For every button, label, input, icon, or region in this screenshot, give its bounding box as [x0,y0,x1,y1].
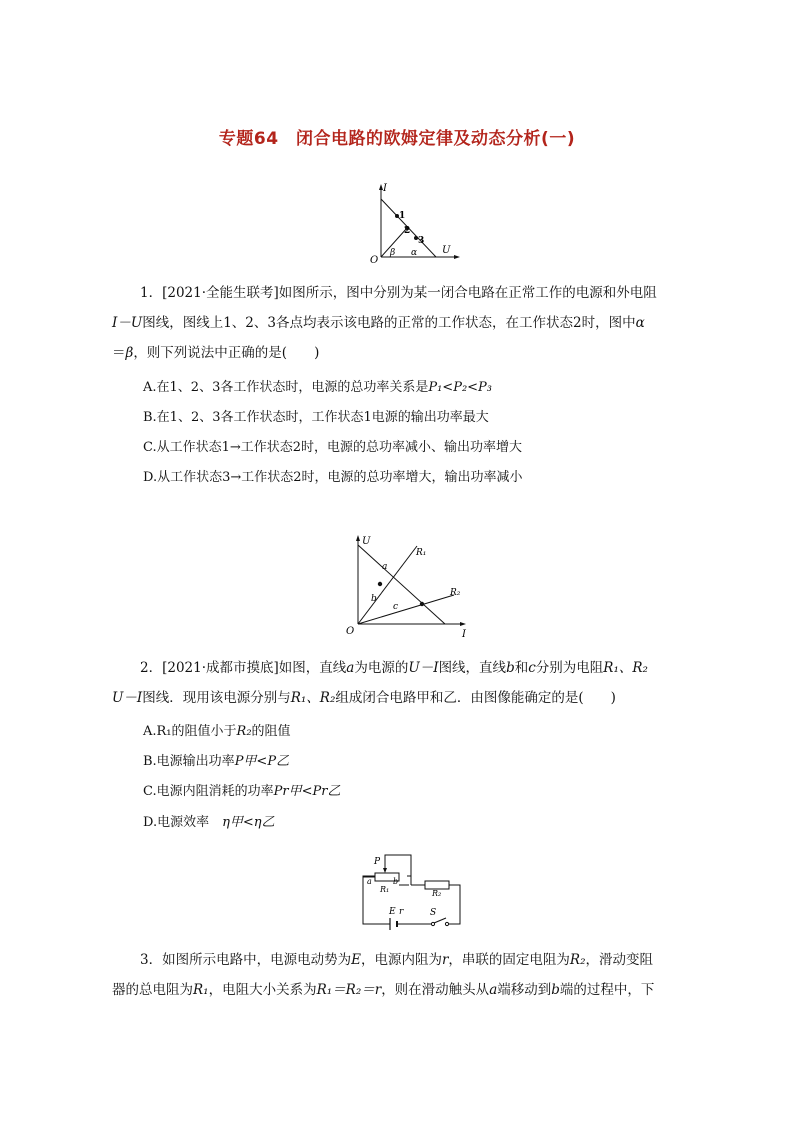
q1-number: 1． [140,285,163,301]
fig2-b-label: b [371,594,377,604]
q3-text-1c: ，串联的固定电阻为 [448,952,570,968]
q2-text-a1: 如图，直线 [278,660,347,676]
question-2-line-2 [112,683,616,713]
q3-text-2d: 端移动到 [497,982,552,998]
q2-option-a-r1: A.R₁ [143,724,172,739]
fig3-r-label: r [399,907,404,917]
q2-text-a5: 分别为电阻 [535,660,604,676]
q3-text-2c: ，则在滑动触头从 [381,982,490,998]
question-3-line-2 [112,975,654,1005]
q1-beta: β [125,345,134,361]
fig1-y-label: I [383,183,387,194]
fig2-y-arrow [356,535,360,541]
fig2-a-label: a [382,562,388,572]
q2-var-b: b [506,660,515,676]
figure-1-iu-graph [364,182,464,264]
q2-ui-1: U－I [408,660,439,676]
fig3-switch-right-contact [445,922,448,925]
fig2-line-a [358,545,445,624]
q3-var-r1: R₁ [193,982,209,998]
q3-text-1a: 3．如图所示电路中，电源电动势为 [140,952,352,968]
fig1-point-2-label: 2 [404,226,411,236]
fig1-point-3-label: 3 [418,236,425,246]
q3-text-2a: 器的总电阻为 [112,982,193,998]
q3-var-r: r [441,952,449,968]
q2-option-c [143,782,340,802]
question-3-line-1 [112,945,653,975]
fig3-resistor-r2 [425,881,449,889]
q3-var-a: a [489,982,498,998]
fig2-x-label: I [462,629,466,640]
q2-option-c-expr: Pr甲<Pr乙 [273,784,341,799]
fig3-p-label: P [374,857,381,867]
q1-text-a: 如图所示，图中分别为某一闭合电路在正常工作的电源和外电阻 [278,285,657,301]
q3-var-r2: R₂ [569,952,586,968]
fig2-r2-label: R₂ [450,588,461,598]
q2-text-a3: 图线，直线 [438,660,507,676]
fig3-switch-blade [434,918,446,923]
q1-text-b: 图线，图线上1、2、3各点均表示该电路的正常的工作状态，在工作状态2时，图中 [142,315,636,331]
q3-text-1b: ，电源内阻为 [360,952,442,968]
q1-option-a-text: A.在1、2、3各工作状态时，电源的总功率关系是 [143,380,429,395]
fig3-slider-arrow [383,868,387,873]
q1-option-d: D.从工作状态3→工作状态2时，电源的总功率增大，输出功率减小 [143,470,523,485]
page-title: 专题64 闭合电路的欧姆定律及动态分析(一) [218,129,576,149]
fig2-intersection-r1 [378,582,382,586]
fig3-b-label: b [393,877,399,886]
fig1-point-1-label: 1 [399,211,406,221]
q2-text-b1: 图线．现用该电源分别与 [142,690,291,706]
fig1-alpha-label: α [411,248,418,258]
fig3-a-label: a [367,877,372,886]
q1-eq: ＝ [112,345,126,361]
q2-option-a-r2: R₂ [236,724,252,739]
q2-option-d [143,813,275,833]
fig3-r1-label: R₁ [380,885,390,894]
fig2-c-label: c [393,602,399,612]
fig2-line-r1 [358,546,417,624]
q2-text-a2: 为电源的 [354,660,409,676]
q2-ui-2: U－I [112,690,143,706]
q3-text-1d: ，滑动变阻 [585,952,653,968]
q2-var-c: c [528,660,536,676]
fig1-x-arrow [454,255,460,259]
q2-text-a4: 和 [514,660,529,676]
q2-option-a-text2: 的阻值 [251,724,291,739]
q1-source: [2021·全能生联考] [162,285,279,301]
fig1-beta-label: β [390,248,396,258]
fig1-origin-label: O [370,255,379,264]
q3-equation: R₁＝R₂＝r [316,982,382,998]
q1-iu: I－U [112,315,143,331]
q2-option-d-expr: η甲<η乙 [222,815,275,830]
q2-option-c-text: C.电源内阻消耗的功率 [143,784,274,799]
q2-r1r2-2: R₁、R₂ [290,690,336,706]
q1-text-c: ，则下列说法中正确的是( ) [133,345,320,361]
q2-var-a: a [346,660,355,676]
fig2-x-arrow [460,622,466,626]
q2-number: 2． [140,660,163,676]
q3-text-2b: ，电阻大小关系为 [208,982,317,998]
q3-var-b: b [551,982,560,998]
q3-text-2e: 端的过程中，下 [559,982,655,998]
question-1-text [112,278,684,368]
q2-option-a-text: 的阻值小于 [171,724,237,739]
fig3-s-label: S [430,908,437,918]
q1-option-b: B.在1、2、3各工作状态时，工作状态1电源的输出功率最大 [143,410,489,425]
fig3-e-label: E [389,907,396,917]
q2-option-a [143,722,291,742]
q2-option-b [143,752,289,772]
question-2-line-1 [112,653,648,683]
q2-text-b2: 组成闭合电路甲和乙．由图像能确定的是( ) [335,690,616,706]
q2-r1r2-1: R₁、R₂ [603,660,648,676]
q1-option-a [143,378,492,398]
fig3-r2-label: R₂ [432,889,442,898]
q2-option-b-text: B.电源输出功率 [143,754,235,769]
q3-var-e: E [351,952,361,968]
fig2-r1-label: R₁ [416,548,427,558]
q2-source: [2021·成都市摸底] [162,660,279,676]
q1-option-a-expr: P₁<P₂<P₃ [428,380,493,395]
fig1-x-label: U [442,245,451,256]
q1-alpha: α [635,315,645,331]
q2-option-d-text: D.电源效率 [143,815,210,830]
figure-3-circuit [355,852,467,932]
q2-option-b-expr: P甲<P乙 [234,754,290,769]
fig2-intersection-r2 [420,602,424,606]
fig2-origin-label: O [346,626,355,637]
figure-2-ui-graph [344,533,474,641]
fig2-y-label: U [362,536,371,547]
q1-option-c: C.从工作状态1→工作状态2时，电源的总功率减小、输出功率增大 [143,440,523,455]
